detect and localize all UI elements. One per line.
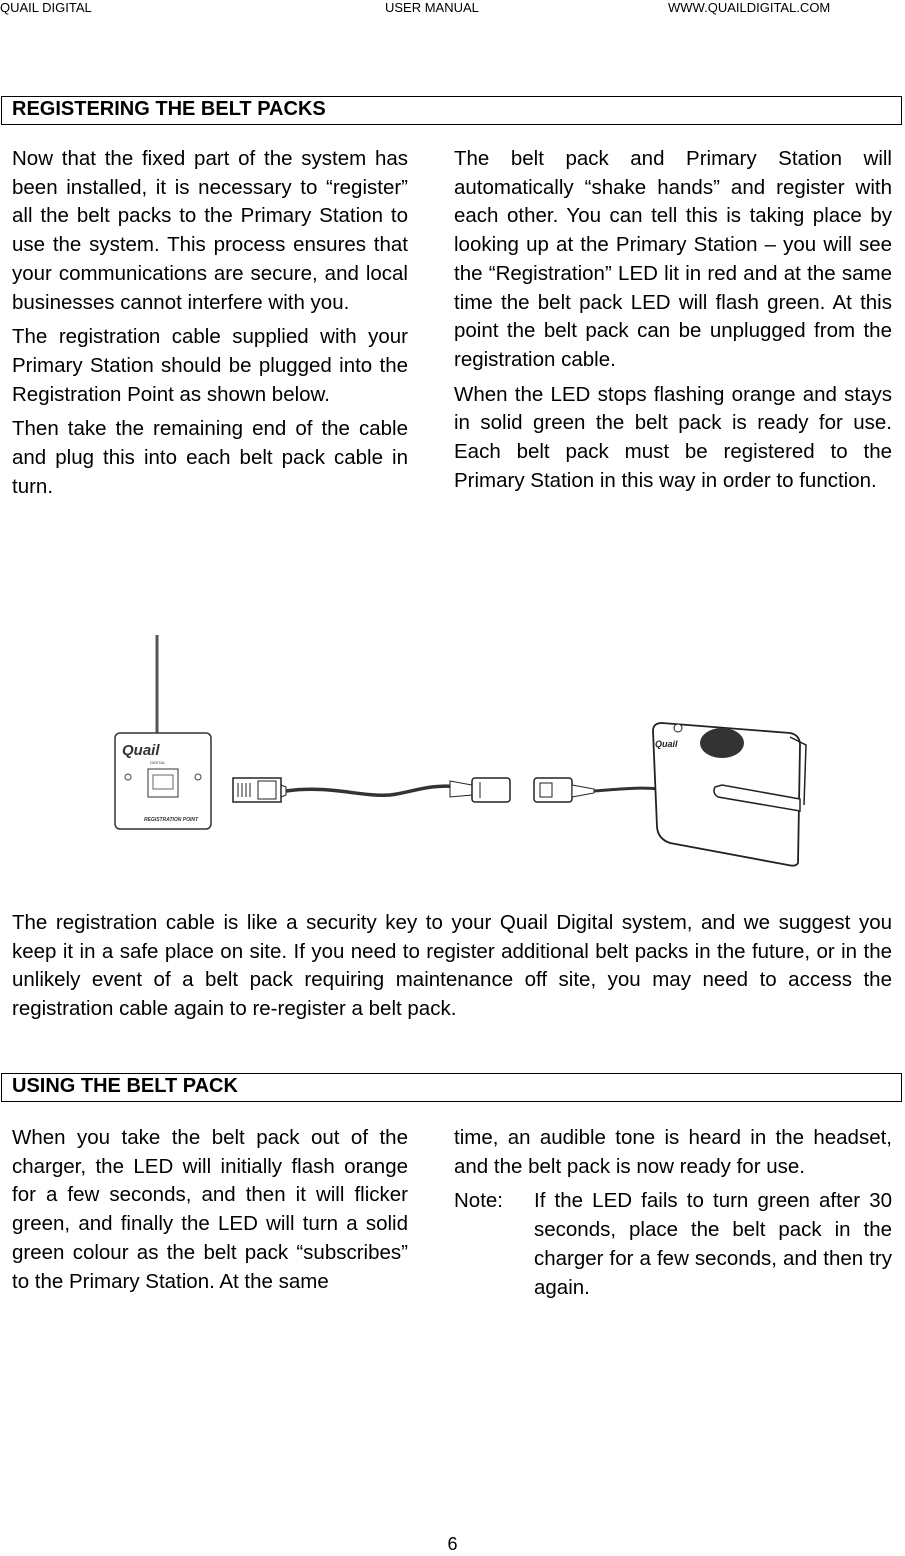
paragraph: Then take the remaining end of the cable and plug this into each belt pack cable in turn. (12, 417, 408, 498)
belt-pack-cable (594, 788, 660, 791)
note-text: If the LED fails to turn green after 30 seconds, place the belt pack in the charger for a few seconds, and then try again. (534, 1189, 892, 1299)
security-key-paragraph (12, 909, 892, 1023)
paragraph: When you take the belt pack out of the charger, the LED will initially flash orange for a few seconds, and then it will flicker green, and finally the LED will turn a solid green colour as the belt pack “subscribes” to the Primary Station. At the same (12, 1126, 408, 1293)
registration-illustration (100, 625, 820, 875)
header-left: QUAIL DIGITAL (0, 0, 92, 15)
registration-point-plate (115, 733, 211, 829)
section1-right-column (454, 145, 892, 501)
note (454, 1187, 892, 1302)
paragraph: time, an audible tone is heard in the headset, and the belt pack is now ready for use. (454, 1126, 892, 1178)
rj-plug (233, 778, 286, 802)
page-number: 6 (447, 1534, 458, 1554)
paragraph: The registration cable supplied with your Primary Station should be plugged into the Registration Point as shown below. (12, 325, 408, 406)
cable-connector (450, 778, 510, 802)
section-title-using: USING THE BELT PACK (1, 1073, 902, 1102)
header-right: WWW.QUAILDIGITAL.COM (668, 0, 831, 15)
belt-pack-cable-connector (534, 778, 594, 802)
note-label: Note: (454, 1189, 503, 1213)
section1-left-column (12, 145, 408, 507)
belt-pack (653, 723, 806, 866)
section2-left-column (12, 1124, 408, 1302)
paragraph: Now that the fixed part of the system has been installed, it is necessary to “register” all the belt packs to the Primary Station to use the system. This process ensures that your communications are secure, and local businesses cannot interfere with you. (12, 147, 408, 314)
registration-cable (286, 786, 460, 795)
paragraph: The belt pack and Primary Station will automatically “shake hands” and register with each other. You can tell this is taking place by looking up at the Primary Station – you will see the “Registration” LED lit in red and at the same time the belt pack LED will flash green. At this point the belt pack can be unplugged from the registration cable. (454, 147, 892, 371)
paragraph: When the LED stops flashing orange and stays in solid green the belt pack is ready for use. Each belt pack must be registered to the Primary Station in this way in order to function. (454, 382, 892, 492)
plate-logo: Quail (122, 742, 160, 759)
belt-pack-logo: Quail (655, 739, 678, 749)
plate-label: REGISTRATION POINT (144, 817, 199, 823)
header-center: USER MANUAL (385, 0, 479, 15)
plate-logo-sub: DIGITAL (150, 760, 166, 765)
section2-right-column (454, 1124, 892, 1302)
section-title-registering: REGISTERING THE BELT PACKS (1, 96, 902, 125)
paragraph: The registration cable is like a security key to your Quail Digital system, and we suggest you keep it in a safe place on site. If you need to register additional belt packs in the future, or in the unlikely event of a belt pack requiring maintenance off site, you may need to access the registration cable again to re-register a belt pack. (12, 911, 892, 1020)
